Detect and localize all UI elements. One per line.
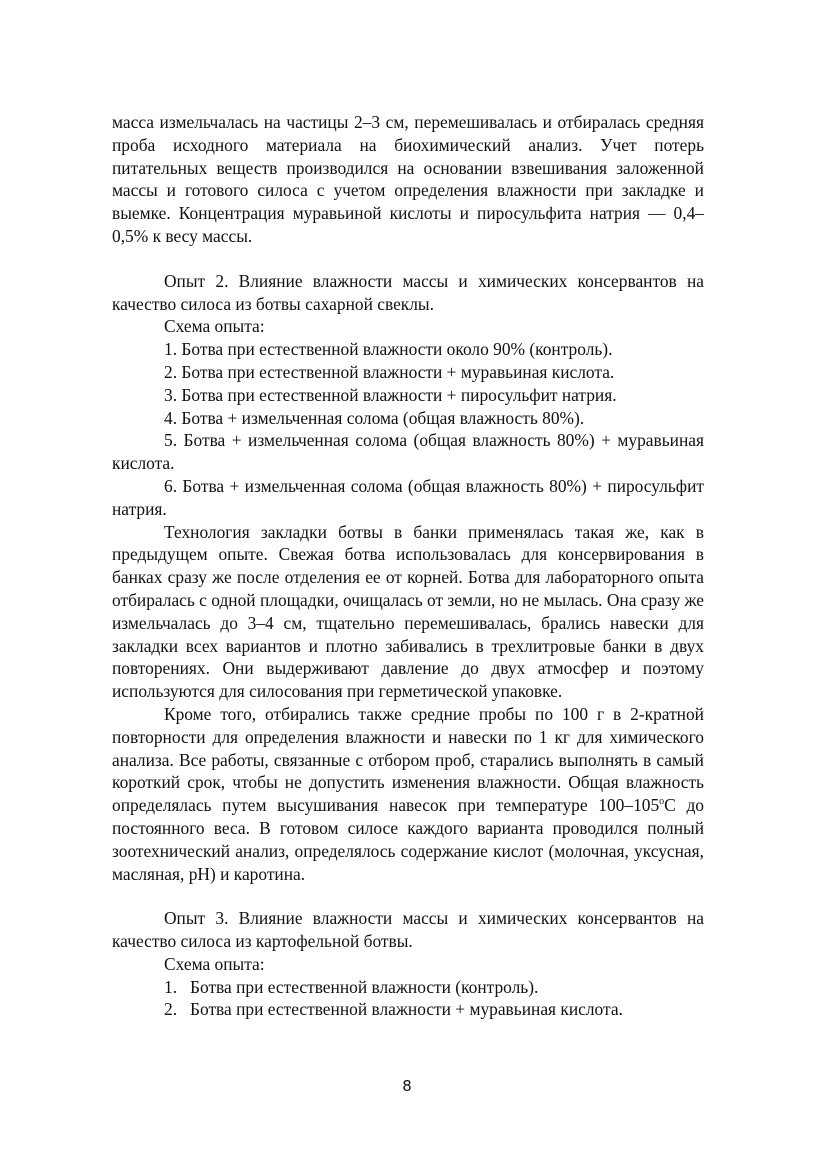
list-number: 1. — [164, 976, 178, 997]
experiment-2-title: Опыт 2. Влияние влажности массы и химических консервантов на качество силоса из ботвы сахарной свеклы. — [112, 270, 704, 314]
experiment-2-item-1: 1. Ботва при естественной влажности около 90% (контроль). — [164, 339, 613, 360]
experiment-3-item-2 — [112, 998, 704, 1021]
spacer — [112, 248, 704, 270]
document-body — [112, 111, 704, 1021]
paragraph-samples-part-2: С до постоянного веса. В готовом силосе каждого варианта проводился полный зоотехнический анализ, определялось содержание кислот (молочная, уксусная, масляная, рН) и каротина. — [112, 795, 704, 884]
list-text: Ботва при естественной влажности + муравьиная кислота. — [190, 999, 623, 1020]
experiment-2-item-6: 6. Ботва + измельченная солома (общая влажность 80%) + пиросульфит натрия. — [112, 475, 704, 519]
experiment-2-item-4: 4. Ботва + измельченная солома (общая влажность 80%). — [164, 407, 585, 428]
list-number: 2. — [164, 999, 178, 1020]
page-number: 8 — [402, 1077, 412, 1095]
experiment-3-scheme-label: Схема опыта: — [164, 953, 265, 974]
list-text: Ботва при естественной влажности (контроль). — [190, 976, 539, 997]
degree-superscript: о — [659, 796, 665, 808]
paragraph-intro: масса измельчалась на частицы 2–3 см, перемешивалась и отбиралась средняя проба исходного материала на биохимический анализ. Учет потерь питательных веществ производился на основании взвешивания заложенной массы и готового силоса с учетом определения влажности при закладке и выемке. Концентрация муравьиной кислоты и пиросульфита натрия — 0,4–0,5% к весу массы. — [112, 112, 704, 246]
paragraph-samples-part-1: Кроме того, отбирались также средние пробы по 100 г в 2-кратной повторности для определения влажности и навески по 1 кг для химического анализа. Все работы, связанные с отбором проб, старались выполнять в самый короткий срок, чтобы не допустить изменения влажности. Общая влажность определялась путем высушивания навесок при температуре 100–105 — [112, 703, 704, 816]
paragraph-samples — [112, 703, 704, 885]
experiment-2-item-5: 5. Ботва + измельченная солома (общая влажность 80%) + муравьиная кислота. — [112, 430, 704, 474]
experiment-3-title: Опыт 3. Влияние влажности массы и химических консервантов на качество силоса из картофельной ботвы. — [112, 908, 704, 952]
paragraph-technology: Технология закладки ботвы в банки применялась такая же, как в предыдущем опыте. Свежая ботва использовалась для консервирования в банках сразу же после отделения ее от корней. Ботва для лабораторного опыта отбиралась с одной площадки, очищалась от земли, но не мылась. Она сразу же измельчалась до 3–4 см, тщательно перемешивалась, брались навески для закладки всех вариантов и плотно забивались в трехлитровые банки в двух повторениях. Они выдерживают давление до двух атмосфер и поэтому используются для силосования при герметической упаковке. — [112, 521, 704, 702]
spacer — [112, 885, 704, 907]
experiment-2-scheme-label: Схема опыта: — [164, 316, 265, 337]
experiment-3-item-1 — [112, 976, 704, 999]
experiment-2-item-2: 2. Ботва при естественной влажности + муравьиная кислота. — [164, 361, 615, 382]
experiment-2-item-3: 3. Ботва при естественной влажности + пиросульфит натрия. — [164, 384, 617, 405]
